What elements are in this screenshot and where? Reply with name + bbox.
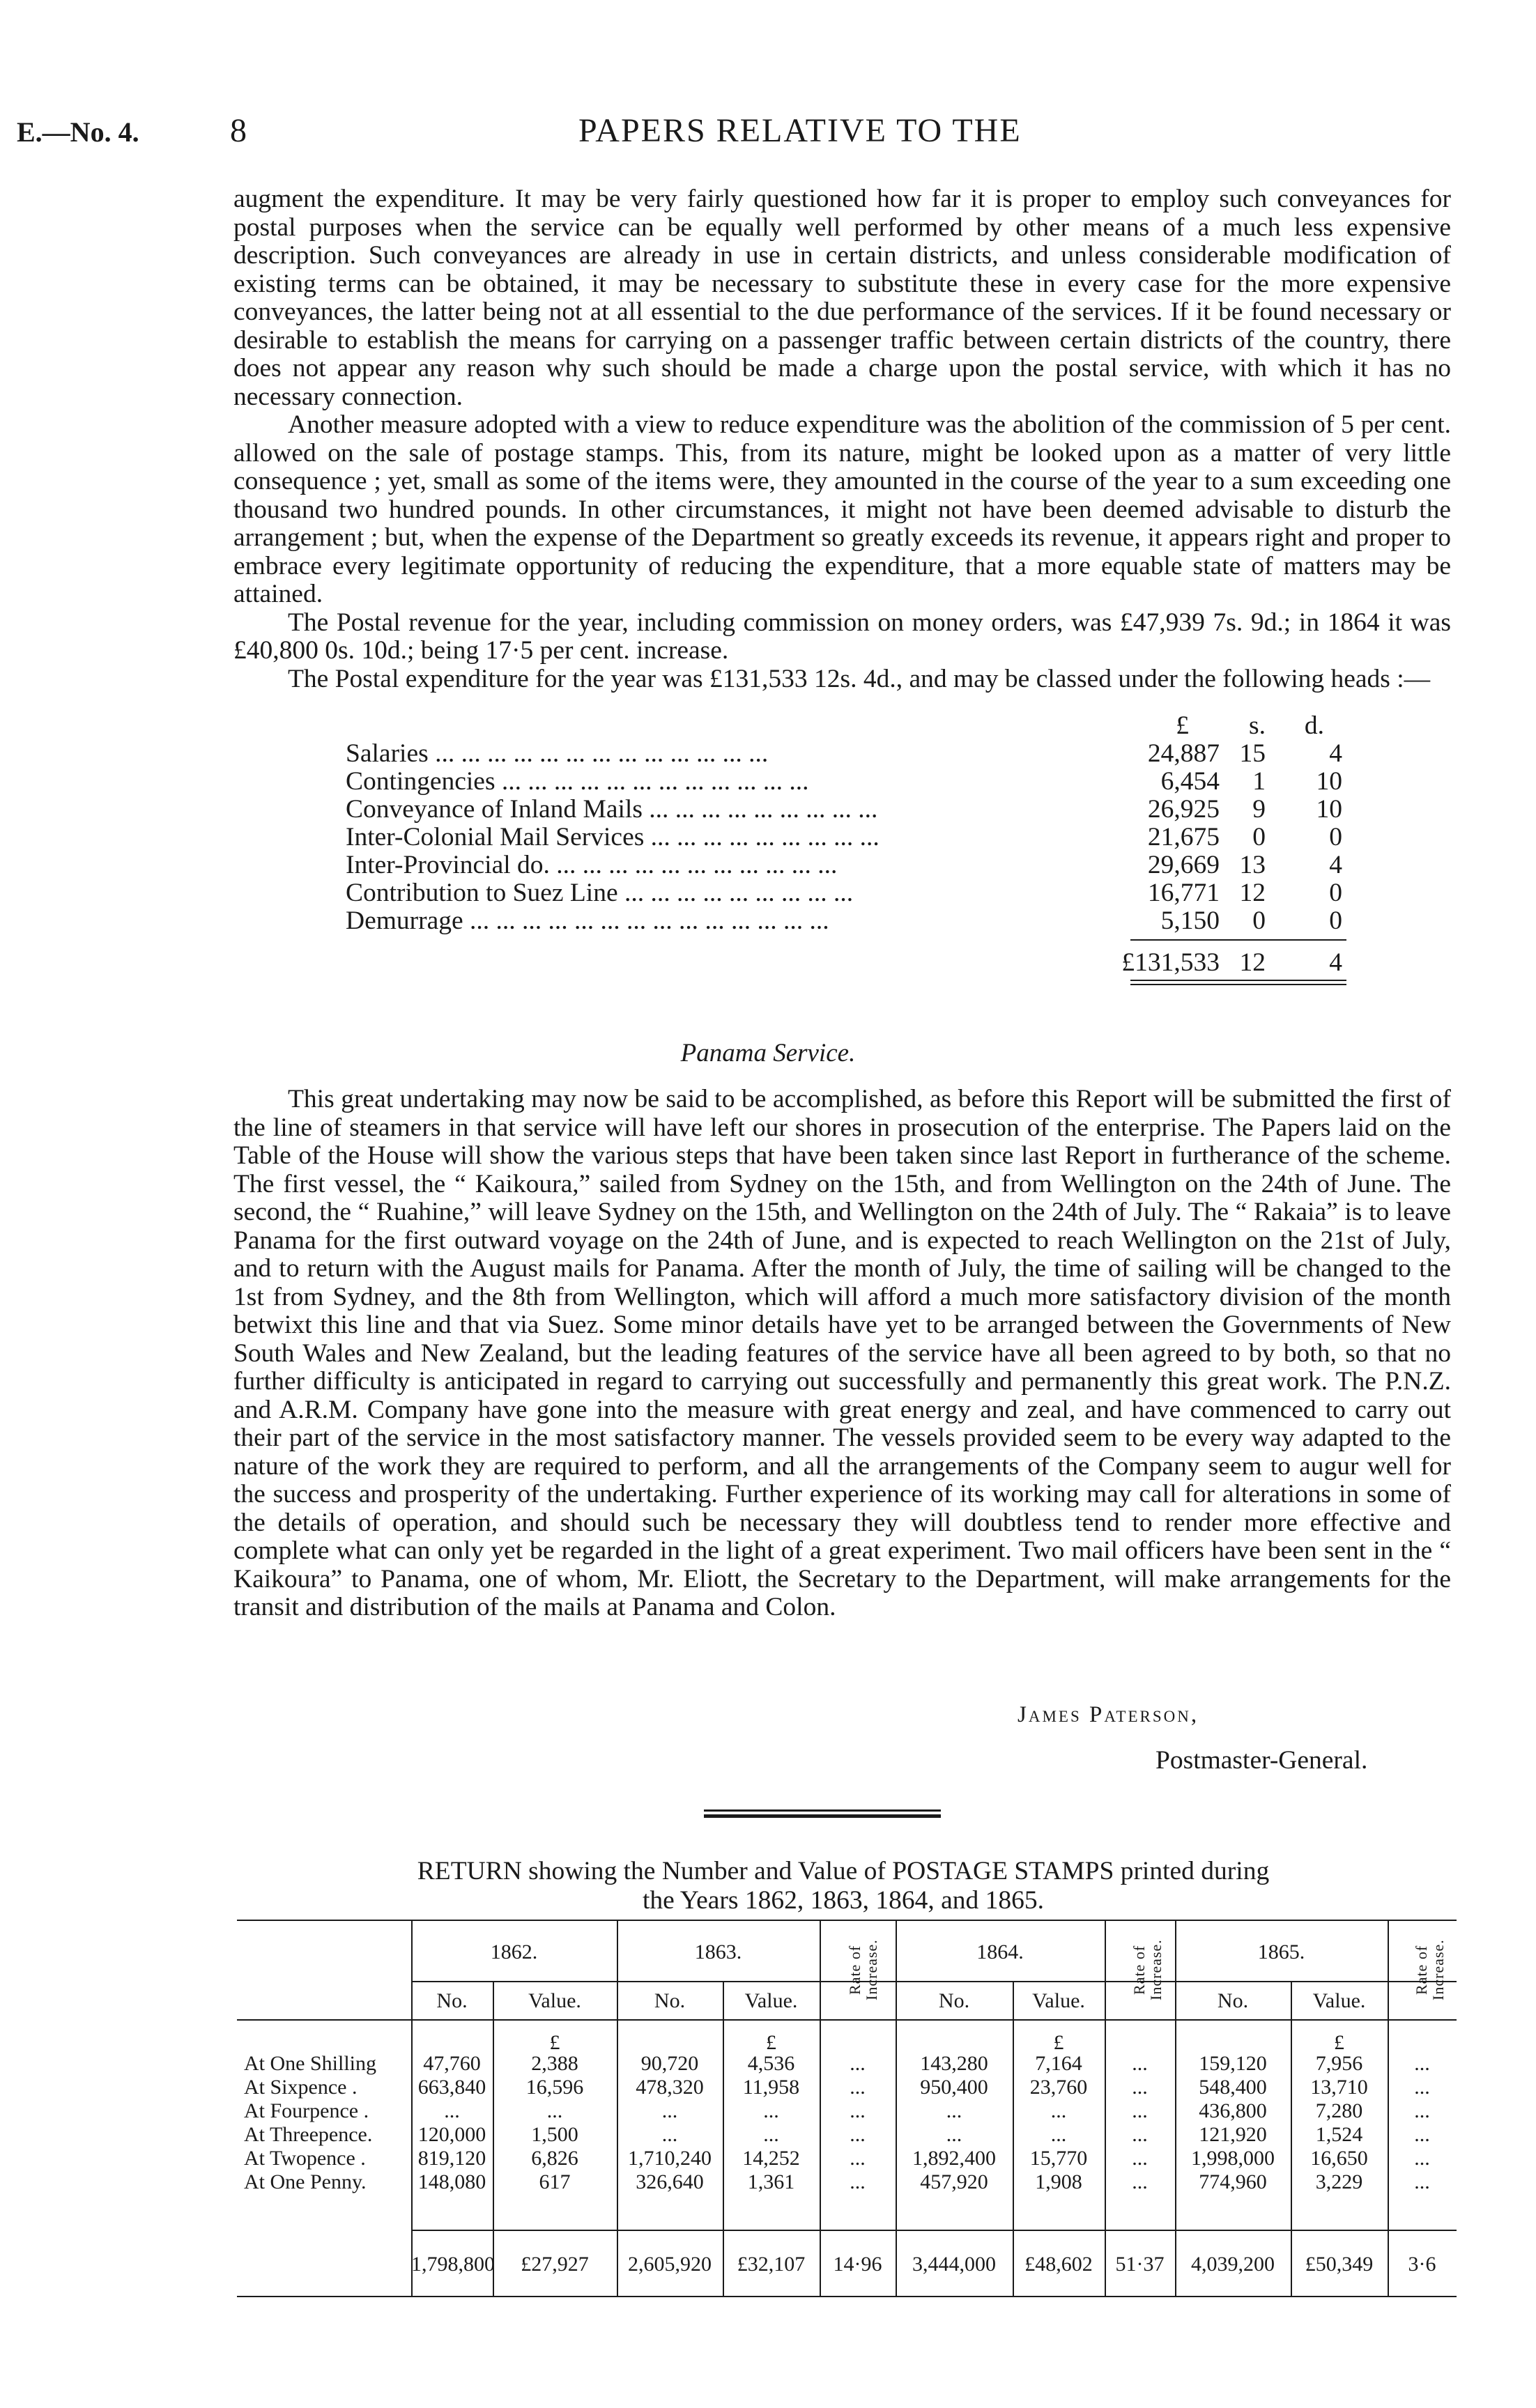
expenditure-pounds: 5,150 bbox=[1160, 906, 1220, 935]
table-top-rule bbox=[237, 1920, 1457, 1921]
expenditure-total-shillings: 12 bbox=[1239, 948, 1266, 977]
table-cell: ... bbox=[1414, 2123, 1430, 2146]
table-cell: 1,710,240 bbox=[628, 2147, 712, 2170]
no-subheader: No. bbox=[436, 1989, 468, 2012]
expenditure-label: Contingencies ... ... ... ... ... ... ... ... ... ... ... ... bbox=[346, 767, 809, 796]
rate-of-increase-header: Rate of Increase. bbox=[1413, 1939, 1447, 2001]
expenditure-pounds: 16,771 bbox=[1147, 879, 1220, 907]
row-label: At One Shilling bbox=[244, 2052, 377, 2075]
return-title-line: the Years 1862, 1863, 1864, and 1865. bbox=[642, 1886, 1044, 1915]
table-cell: 819,120 bbox=[417, 2147, 486, 2170]
document-reference: E.—No. 4. bbox=[17, 116, 139, 148]
signatory-title: Postmaster-General. bbox=[1155, 1746, 1368, 1775]
expenditure-header-row bbox=[346, 711, 1349, 739]
paragraph: augment the expenditure. It may be very fairly questioned how far it is proper to employ such conveyances for postal purposes when the service can be equally well performed by other means of a much less expensive description. Such conveyances are already in use in certain districts, and unless considerable modification of existing terms can be obtained, it may be necessary to substitute these in every case for the more expensive conveyances, the latter being not at all essential to the due performance of the services. If it be found necessary or desirable to establish the means for carrying on a passenger traffic between certain districts of the country, there does not appear any reason why such should be made a charge upon the postal service, with which it has no necessary connection. bbox=[233, 185, 1451, 411]
expenditure-pence: 10 bbox=[1316, 795, 1342, 824]
table-cell: 1,361 bbox=[747, 2170, 795, 2193]
table-cell: 23,760 bbox=[1029, 2076, 1088, 2099]
expenditure-label: Inter-Provincial do. ... ... ... ... ... ... ... ... ... ... ... bbox=[346, 851, 838, 879]
table-cell: 7,956 bbox=[1315, 2052, 1363, 2075]
table-cell: 159,120 bbox=[1199, 2052, 1267, 2075]
pound-sign: £ bbox=[1334, 2031, 1344, 2054]
table-cell: ... bbox=[763, 2099, 779, 2122]
table-cell: ... bbox=[1050, 2123, 1067, 2146]
table-cell: ... bbox=[946, 2099, 962, 2122]
table-cell: ... bbox=[1132, 2076, 1148, 2099]
table-cell: 1,500 bbox=[531, 2123, 578, 2146]
table-cell: 950,400 bbox=[920, 2076, 988, 2099]
page-header bbox=[0, 111, 1536, 153]
table-cell: ... bbox=[1132, 2099, 1148, 2122]
table-cell: ... bbox=[763, 2123, 779, 2146]
expenditure-row bbox=[346, 850, 1349, 878]
subtotal-rule bbox=[1130, 939, 1346, 941]
ornamental-rule-lower bbox=[704, 1814, 941, 1818]
table-cell: ... bbox=[546, 2099, 563, 2122]
expenditure-row bbox=[346, 739, 1349, 766]
total-rule-upper bbox=[1130, 980, 1346, 981]
expenditure-row bbox=[346, 822, 1349, 850]
no-subheader: No. bbox=[654, 1989, 686, 2012]
table-cell: 13,710 bbox=[1310, 2076, 1368, 2099]
row-label: At One Penny. bbox=[244, 2170, 367, 2193]
expenditure-pence: 0 bbox=[1329, 879, 1342, 907]
table-cell: ... bbox=[850, 2170, 866, 2193]
expenditure-label: Inter-Colonial Mail Services ... ... ... ... ... ... ... ... ... bbox=[346, 823, 880, 851]
expenditure-shillings: 1 bbox=[1252, 767, 1266, 796]
page-number: 8 bbox=[230, 112, 247, 149]
table-cell: 663,840 bbox=[417, 2076, 486, 2099]
pound-sign: £ bbox=[549, 2031, 560, 2054]
total-cell: 3,444,000 bbox=[912, 2253, 996, 2276]
table-cell: ... bbox=[1132, 2147, 1148, 2170]
row-label: At Threepence. bbox=[244, 2123, 373, 2146]
rate-of-increase-header: Rate of Increase. bbox=[1130, 1939, 1165, 2001]
pence-column-header: d. bbox=[1304, 711, 1324, 740]
expenditure-row bbox=[346, 906, 1349, 934]
total-cell: 3·6 bbox=[1408, 2253, 1436, 2276]
pounds-column-header: £ bbox=[1176, 711, 1189, 740]
table-cell: ... bbox=[1050, 2099, 1067, 2122]
expenditure-pence: 0 bbox=[1329, 823, 1342, 851]
table-cell: 143,280 bbox=[920, 2052, 988, 2075]
table-cell: 1,998,000 bbox=[1191, 2147, 1275, 2170]
section-heading: Panama Service. bbox=[680, 1039, 856, 1067]
expenditure-total-row bbox=[346, 948, 1349, 975]
rate-of-increase-header: Rate of Increase. bbox=[846, 1939, 880, 2001]
table-cell: 90,720 bbox=[640, 2052, 699, 2075]
expenditure-shillings: 13 bbox=[1239, 851, 1266, 879]
table-cell: ... bbox=[1414, 2076, 1430, 2099]
table-cell: ... bbox=[1132, 2123, 1148, 2146]
return-title-line: RETURN showing the Number and Value of POSTAGE STAMPS printed during bbox=[417, 1857, 1270, 1885]
expenditure-row bbox=[346, 766, 1349, 794]
table-cell: 7,280 bbox=[1315, 2099, 1363, 2122]
expenditure-pounds: 21,675 bbox=[1147, 823, 1220, 851]
expenditure-pence: 4 bbox=[1329, 851, 1342, 879]
ornamental-rule-upper bbox=[704, 1809, 941, 1812]
expenditure-shillings: 12 bbox=[1239, 879, 1266, 907]
total-cell: £50,349 bbox=[1305, 2253, 1374, 2276]
table-cell: ... bbox=[444, 2099, 460, 2122]
shillings-column-header: s. bbox=[1249, 711, 1266, 740]
table-cell: 457,920 bbox=[920, 2170, 988, 2193]
expenditure-total-pounds: £131,533 bbox=[1121, 948, 1220, 977]
total-cell: 14·96 bbox=[833, 2253, 882, 2276]
total-cell: 51·37 bbox=[1115, 2253, 1165, 2276]
table-cell: ... bbox=[850, 2099, 866, 2122]
expenditure-pence: 4 bbox=[1329, 739, 1342, 768]
table-cell: ... bbox=[1132, 2170, 1148, 2193]
total-cell: £27,927 bbox=[521, 2253, 589, 2276]
table-cell: ... bbox=[850, 2052, 866, 2075]
table-cell: 6,826 bbox=[531, 2147, 578, 2170]
report-body bbox=[233, 185, 1451, 693]
value-subheader: Value. bbox=[744, 1989, 798, 2012]
totals-rule bbox=[411, 2230, 1457, 2231]
pound-sign: £ bbox=[766, 2031, 776, 2054]
table-cell: 7,164 bbox=[1035, 2052, 1082, 2075]
expenditure-shillings: 0 bbox=[1252, 906, 1266, 935]
row-label: At Sixpence . bbox=[244, 2076, 358, 2099]
pound-sign: £ bbox=[1053, 2031, 1064, 2054]
expenditure-pounds: 6,454 bbox=[1160, 767, 1220, 796]
expenditure-pence: 10 bbox=[1316, 767, 1342, 796]
header-bottom-rule bbox=[237, 2019, 1457, 2021]
value-subheader: Value. bbox=[1312, 1989, 1366, 2012]
table-cell: 16,596 bbox=[525, 2076, 584, 2099]
paragraph: The Postal revenue for the year, including commission on money orders, was £47,939 7s. 9d.; in 1864 it was £40,800 0s. 10d.; being 17·5 per cent. increase. bbox=[233, 608, 1451, 665]
no-subheader: No. bbox=[938, 1989, 970, 2012]
table-cell: 774,960 bbox=[1199, 2170, 1267, 2193]
expenditure-label: Salaries ... ... ... ... ... ... ... ... ... ... ... ... ... bbox=[346, 739, 769, 768]
table-cell: ... bbox=[1414, 2052, 1430, 2075]
table-cell: 4,536 bbox=[747, 2052, 795, 2075]
year-header-1863: 1863. bbox=[694, 1940, 742, 1963]
running-title: PAPERS RELATIVE TO THE bbox=[578, 112, 1022, 149]
expenditure-shillings: 15 bbox=[1239, 739, 1266, 768]
expenditure-shillings: 9 bbox=[1252, 795, 1266, 824]
total-cell: £32,107 bbox=[737, 2253, 806, 2276]
total-cell: 4,039,200 bbox=[1191, 2253, 1275, 2276]
table-cell: 2,388 bbox=[531, 2052, 578, 2075]
total-cell: 2,605,920 bbox=[628, 2253, 712, 2276]
table-cell: 1,524 bbox=[1315, 2123, 1363, 2146]
table-cell: ... bbox=[850, 2076, 866, 2099]
table-cell: ... bbox=[850, 2123, 866, 2146]
no-subheader: No. bbox=[1217, 1989, 1249, 2012]
table-cell: ... bbox=[946, 2123, 962, 2146]
table-cell: ... bbox=[661, 2123, 678, 2146]
expenditure-label: Contribution to Suez Line ... ... ... ... ... ... ... ... ... bbox=[346, 879, 854, 907]
value-subheader: Value. bbox=[528, 1989, 581, 2012]
expenditure-row bbox=[346, 878, 1349, 906]
total-rule-lower bbox=[1130, 984, 1346, 985]
signatory-name: James Paterson, bbox=[1017, 1702, 1199, 1727]
table-cell: ... bbox=[1414, 2147, 1430, 2170]
table-cell: ... bbox=[1414, 2170, 1430, 2193]
table-cell: 47,760 bbox=[423, 2052, 481, 2075]
row-label: At Fourpence . bbox=[244, 2099, 369, 2122]
row-label: At Twopence . bbox=[244, 2147, 366, 2170]
table-cell: 478,320 bbox=[636, 2076, 704, 2099]
table-cell: 326,640 bbox=[636, 2170, 704, 2193]
year-header-1864: 1864. bbox=[976, 1940, 1024, 1963]
table-bottom-rule bbox=[237, 2296, 1457, 2297]
year-header-1862: 1862. bbox=[490, 1940, 538, 1963]
value-subheader: Value. bbox=[1032, 1989, 1085, 2012]
table-cell: 148,080 bbox=[417, 2170, 486, 2193]
expenditure-row bbox=[346, 794, 1349, 822]
table-cell: 11,958 bbox=[742, 2076, 800, 2099]
expenditure-label: Conveyance of Inland Mails ... ... ... ... ... ... ... ... ... bbox=[346, 795, 878, 824]
expenditure-total-pence: 4 bbox=[1329, 948, 1342, 977]
expenditure-pence: 0 bbox=[1329, 906, 1342, 935]
table-cell: 14,252 bbox=[742, 2147, 800, 2170]
table-cell: 1,892,400 bbox=[912, 2147, 996, 2170]
table-cell: ... bbox=[850, 2147, 866, 2170]
total-cell: £48,602 bbox=[1024, 2253, 1093, 2276]
table-cell: 548,400 bbox=[1199, 2076, 1267, 2099]
expenditure-label: Demurrage ... ... ... ... ... ... ... ... ... ... ... ... ... ... bbox=[346, 906, 829, 935]
expenditure-table bbox=[346, 711, 1349, 1003]
total-cell: 1,798,800 bbox=[411, 2253, 495, 2276]
table-cell: 1,908 bbox=[1035, 2170, 1082, 2193]
table-cell: ... bbox=[1414, 2099, 1430, 2122]
table-cell: ... bbox=[1132, 2052, 1148, 2075]
paragraph: The Postal expenditure for the year was £131,533 12s. 4d., and may be classed under the following heads :— bbox=[288, 664, 1431, 693]
table-cell: 15,770 bbox=[1029, 2147, 1088, 2170]
expenditure-pounds: 24,887 bbox=[1147, 739, 1220, 768]
paragraph: This great undertaking may now be said to be accomplished, as before this Report will be submitted the first of the line of steamers in that service will have left our shores in prosecution of the enterprise. The Papers laid on the Table of the House will show the various steps that have been taken since last Report in furtherance of the scheme. The first vessel, the “ Kaikoura,” sailed from Sydney on the 15th, and from Wellington on the 24th of June. The second, the “ Ruahine,” will leave Sydney on the 15th, and Wellington on the 24th of July. The “ Rakaia” is to leave Panama for the first outward voyage on the 24th of June, and is expected to reach Wellington on the 21st of July, and to return with the August mails for Panama. After the month of July, the time of sailing will be changed to the 1st from Sydney, and the 8th from Wellington, which will afford a much more satisfactory division of the month betwixt this line and that via Suez. Some minor details have yet to be arranged between the Governments of New South Wales and New Zealand, but the leading features of the service have all been agreed to by both, so that no further difficulty is anticipated in regard to carrying out successfully and permanently this great work. The P.N.Z. and A.R.M. Company have gone into the measure with great energy and zeal, and have commenced to carry out their part of the service in the most satisfactory manner. The vessels provided seem to be every way adapted to the nature of the work they are required to perform, and all the arrangements of the Company seem to augur well for the success and prosperity of the undertaking. Further experience of its working may call for alterations in some of the details of operation, and should such be necessary they will doubtless tend to render more effective and complete what can only yet be regarded in the light of a great experiment. Two mail officers have been sent in the “ Kaikoura” to Panama, one of whom, Mr. Eliott, the Secretary to the Department, will make arrangements for the transit and distribution of the mails at Panama and Colon. bbox=[233, 1085, 1451, 1621]
table-cell: 436,800 bbox=[1199, 2099, 1267, 2122]
panama-service-body bbox=[233, 1086, 1451, 1622]
year-header-1865: 1865. bbox=[1257, 1940, 1305, 1963]
table-cell: 121,920 bbox=[1199, 2123, 1267, 2146]
table-cell: 617 bbox=[539, 2170, 571, 2193]
paragraph: Another measure adopted with a view to reduce expenditure was the abolition of the commission of 5 per cent. allowed on the sale of postage stamps. This, from its nature, might be looked upon as a matter of very little consequence ; yet, small as some of the items were, they amounted in the course of the year to a sum exceeding one thousand two hundred pounds. In other circumstances, it might not have been deemed advisable to disturb the arrangement ; but, when the expense of the Department so greatly exceeds its revenue, it appears right and proper to embrace every legitimate opportunity of reducing the expenditure, that a more equable state of matters may be attained. bbox=[233, 410, 1451, 608]
return-table-title bbox=[230, 1857, 1457, 1915]
table-cell: ... bbox=[661, 2099, 678, 2122]
expenditure-pounds: 29,669 bbox=[1147, 851, 1220, 879]
table-cell: 120,000 bbox=[417, 2123, 486, 2146]
expenditure-shillings: 0 bbox=[1252, 823, 1266, 851]
expenditure-pounds: 26,925 bbox=[1147, 795, 1220, 824]
table-cell: 3,229 bbox=[1315, 2170, 1363, 2193]
year-subheader-rule bbox=[411, 1981, 1457, 1982]
postage-stamps-return-table bbox=[237, 1920, 1457, 2296]
table-cell: 16,650 bbox=[1310, 2147, 1368, 2170]
